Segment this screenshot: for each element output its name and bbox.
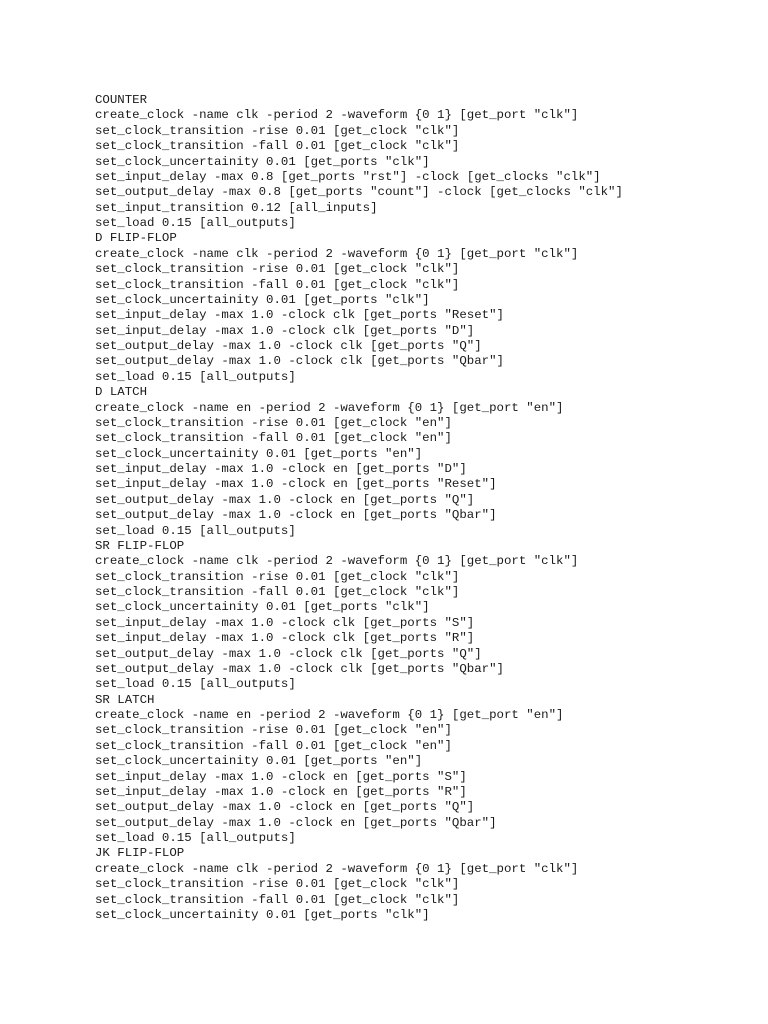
code-line: set_input_delay -max 1.0 -clock en [get_ports "R"] (95, 784, 467, 799)
code-line: set_input_delay -max 1.0 -clock clk [get_ports "S"] (95, 615, 475, 630)
code-line: set_output_delay -max 1.0 -clock en [get_ports "Qbar"] (95, 508, 497, 523)
code-line: set_output_delay -max 0.8 [get_ports "count"] -clock [get_clocks "clk"] (95, 185, 623, 200)
code-line: set_input_delay -max 1.0 -clock clk [get_ports "D"] (95, 323, 475, 338)
code-line: create_clock -name en -period 2 -waveform {0 1} [get_port "en"] (95, 708, 564, 722)
code-line: set_clock_transition -rise 0.01 [get_clock "clk"] (95, 877, 460, 892)
code-line: D FLIP-FLOP (95, 231, 177, 246)
code-line: create_clock -name en -period 2 -waveform {0 1} [get_port "en"] (95, 400, 564, 415)
code-line: set_output_delay -max 1.0 -clock en [get_ports "Qbar"] (95, 815, 497, 830)
code-line: set_clock_transition -rise 0.01 [get_clock "clk"] (95, 569, 460, 584)
code-line: JK FLIP-FLOP (95, 846, 185, 861)
code-line: set_load 0.15 [all_outputs] (95, 523, 296, 538)
code-line: set_clock_transition -fall 0.01 [get_clock "en"] (95, 738, 452, 753)
code-line: set_input_delay -max 1.0 -clock en [get_ports "D"] (95, 462, 467, 476)
code-line: set_input_delay -max 1.0 -clock clk [get_ports "Reset"] (95, 308, 504, 323)
code-line: set_load 0.15 [all_outputs] (95, 369, 296, 384)
code-line: set_clock_uncertainity 0.01 [get_ports "clk"] (95, 292, 430, 307)
code-line: COUNTER (95, 93, 148, 107)
code-line: create_clock -name clk -period 2 -waveform {0 1} [get_port "clk"] (95, 108, 579, 123)
code-line: D LATCH (95, 385, 148, 400)
code-line: set_output_delay -max 1.0 -clock clk [get_ports "Q"] (95, 339, 482, 353)
code-line: set_clock_uncertainity 0.01 [get_ports "en"] (95, 446, 423, 461)
code-line: set_input_delay -max 0.8 [get_ports "rst"] -clock [get_clocks "clk"] (95, 169, 601, 184)
code-line: SR FLIP-FLOP (95, 538, 185, 553)
code-line: set_clock_uncertainity 0.01 [get_ports "clk"] (95, 154, 430, 169)
code-line: set_output_delay -max 1.0 -clock en [get_ports "Q"] (95, 800, 475, 815)
code-line: set_output_delay -max 1.0 -clock en [get_ports "Q"] (95, 492, 475, 507)
document-page (95, 93, 760, 923)
code-line: set_clock_transition -fall 0.01 [get_clock "clk"] (95, 139, 460, 154)
code-line: set_clock_transition -fall 0.01 [get_clock "en"] (95, 431, 452, 446)
code-line: set_input_transition 0.12 [all_inputs] (95, 200, 378, 215)
code-line: create_clock -name clk -period 2 -waveform {0 1} [get_port "clk"] (95, 246, 579, 261)
code-line: set_clock_uncertainity 0.01 [get_ports "clk"] (95, 907, 430, 922)
code-line: set_clock_transition -fall 0.01 [get_clock "clk"] (95, 585, 460, 599)
code-line: set_load 0.15 [all_outputs] (95, 216, 296, 230)
code-line: set_load 0.15 [all_outputs] (95, 831, 296, 845)
code-line: set_clock_transition -rise 0.01 [get_clock "en"] (95, 415, 452, 430)
code-line: set_clock_transition -rise 0.01 [get_clock "clk"] (95, 262, 460, 277)
code-line: set_clock_uncertainity 0.01 [get_ports "en"] (95, 754, 423, 769)
code-line: set_output_delay -max 1.0 -clock clk [get_ports "Qbar"] (95, 661, 504, 676)
code-line: SR LATCH (95, 692, 155, 707)
code-line: create_clock -name clk -period 2 -waveform {0 1} [get_port "clk"] (95, 554, 579, 569)
code-line: create_clock -name clk -period 2 -waveform {0 1} [get_port "clk"] (95, 861, 579, 876)
code-line: set_clock_transition -rise 0.01 [get_clock "clk"] (95, 123, 460, 138)
code-line: set_output_delay -max 1.0 -clock clk [get_ports "Qbar"] (95, 354, 504, 369)
code-line: set_input_delay -max 1.0 -clock en [get_ports "S"] (95, 769, 467, 784)
code-line: set_input_delay -max 1.0 -clock clk [get_ports "R"] (95, 631, 475, 646)
code-line: set_clock_transition -fall 0.01 [get_clock "clk"] (95, 892, 460, 907)
code-line: set_load 0.15 [all_outputs] (95, 677, 296, 692)
code-line: set_output_delay -max 1.0 -clock clk [get_ports "Q"] (95, 646, 482, 661)
code-line: set_input_delay -max 1.0 -clock en [get_ports "Reset"] (95, 477, 497, 492)
code-line: set_clock_transition -fall 0.01 [get_clock "clk"] (95, 277, 460, 292)
code-line: set_clock_uncertainity 0.01 [get_ports "clk"] (95, 600, 430, 615)
code-line: set_clock_transition -rise 0.01 [get_clock "en"] (95, 723, 452, 738)
